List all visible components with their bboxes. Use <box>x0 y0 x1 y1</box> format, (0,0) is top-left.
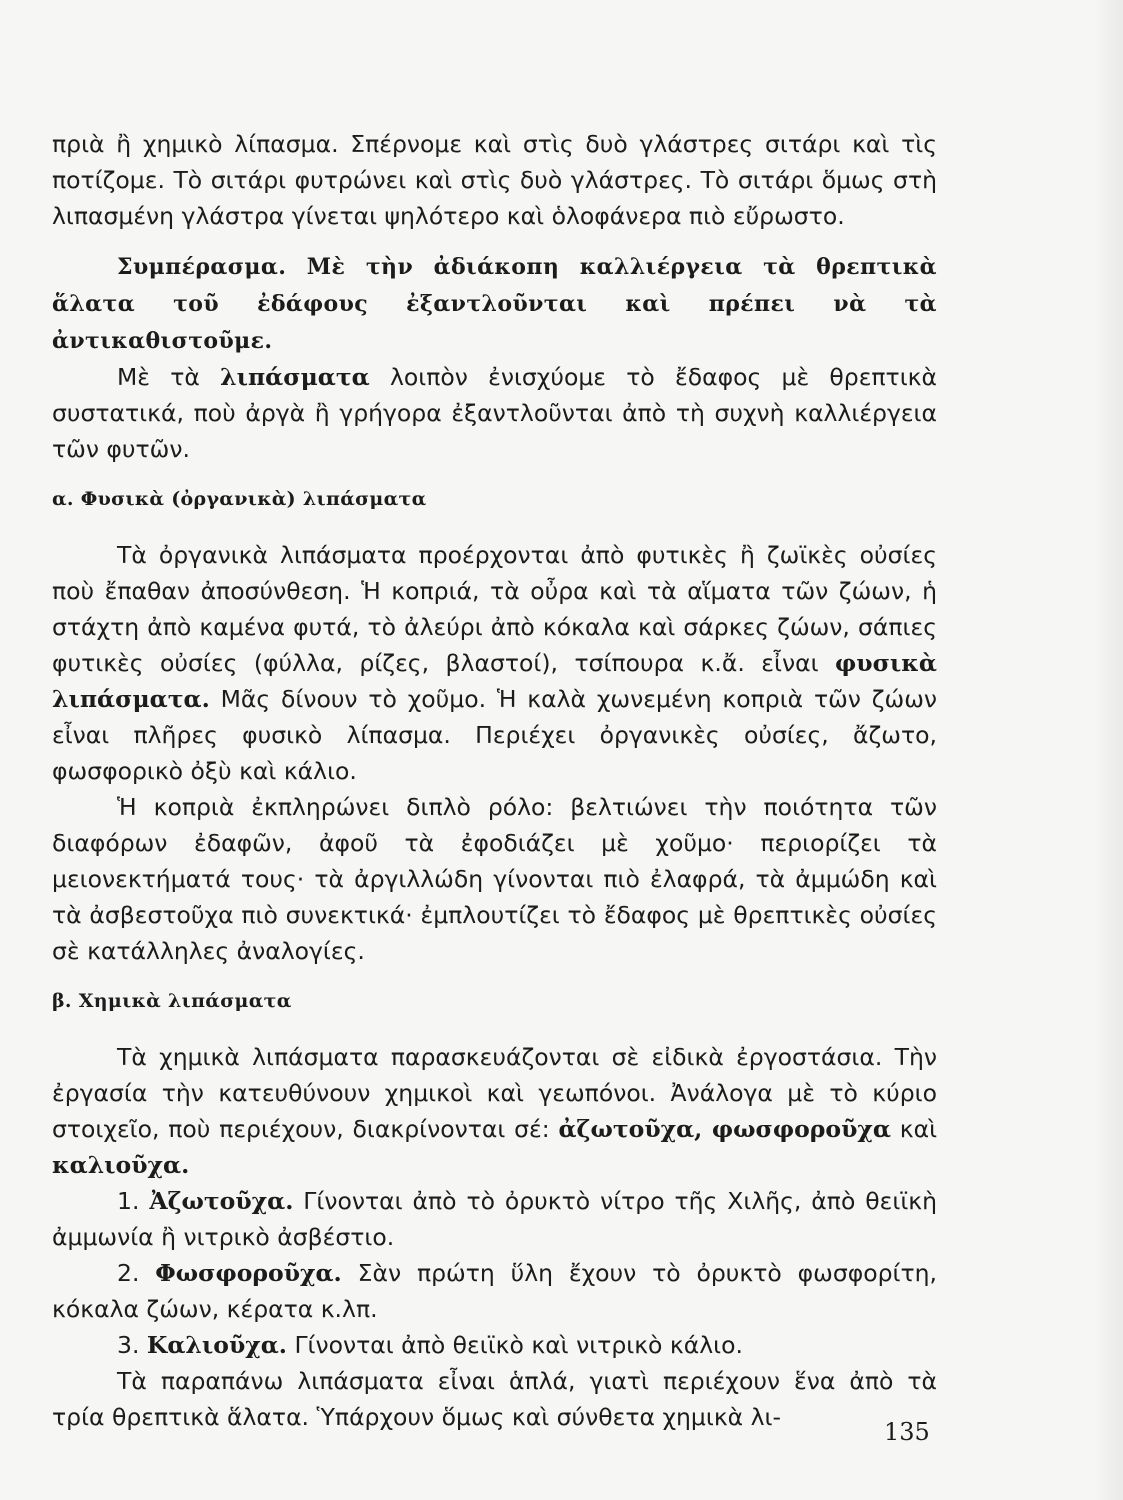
section-b-heading: β. Χημικὰ λιπάσματα <box>52 990 292 1012</box>
fertilizers-bold: λιπάσματα <box>220 363 370 391</box>
item-3-text: Γίνονται ἀπὸ θειϊκὸ καὶ νιτρικὸ κάλιο. <box>286 1331 743 1359</box>
item-2-text: Σὰν πρώτη ὕλη ἔχουν τὸ ὀρυκτὸ φωσφορίτη, κόκαλα ζώων, κέρατα κ.λπ. <box>52 1259 937 1323</box>
item-1-text: Γίνονται ἀπὸ τὸ ὀρυκτὸ νίτρο τῆς Χιλῆς, ἀπὸ θειϊκὴ ἀμμωνία ἢ νιτρικὸ ἀσβέστιο. <box>52 1187 937 1251</box>
item-1-title: Ἀζωτοῦχα. <box>149 1187 294 1215</box>
item-2-title: Φωσφοροῦχα. <box>155 1259 342 1287</box>
list-item-1 <box>52 1183 937 1255</box>
section-b-p1-bold2: καλιοῦχα. <box>52 1151 190 1179</box>
section-a-p1-post: Μᾶς δίνουν τὸ χοῦμο. Ἡ καλὰ χωνεμένη κοπριὰ τῶν ζώων εἶναι πλῆρες φυσικὸ λίπασμα. Περιέχει ὀργανικὲς οὐσίες, ἄζωτο, φωσφορικὸ ὀξὺ καὶ κάλιο. <box>52 685 937 785</box>
final-paragraph: Τὰ παραπάνω λιπάσματα εἶναι ἁπλά, γιατὶ περιέχουν ἕνα ἀπὸ τὰ τρία θρεπτικὰ ἅλατα. Ὑπάρχουν ὅμως καὶ σύνθετα χημικὰ λι- <box>52 1367 937 1431</box>
fertilizers-pre: Μὲ τὰ <box>117 363 221 391</box>
body-text <box>52 126 937 1435</box>
list-item-2 <box>52 1255 937 1327</box>
section-b-p1-bold1: ἀζωτοῦχα, φωσφοροῦχα <box>558 1115 891 1143</box>
conclusion-text: Μὲ τὴν ἀδιάκοπη καλλιέργεια τὰ θρεπτικὰ ἅλατα τοῦ ἐδάφους ἐξαντλοῦνται καὶ πρέπει νὰ τὰ ἀντικαθιστοῦμε. <box>52 254 937 354</box>
section-a-paragraph-2: Ἡ κοπριὰ ἐκπληρώνει διπλὸ ρόλο: βελτιώνει τὴν ποιότητα τῶν διαφόρων ἐδαφῶν, ἀφοῦ τὰ ἐφοδιάζει μὲ χοῦμο· περιορίζει τὰ μειονεκτήματά τους· τὰ ἀργιλλώδη γίνονται πιὸ ἐλαφρά, τὰ ἀμμώδη καὶ τὰ ἀσβεστοῦχα πιὸ συνεκτικά· ἐμπλουτίζει τὸ ἔδαφος μὲ θρεπτικὲς οὐσίες σὲ κατάλληλες ἀναλογίες. <box>52 793 937 965</box>
section-a-p1-pre: Τὰ ὀργανικὰ λιπάσματα προέρχονται ἀπὸ φυτικὲς ἢ ζωϊκὲς οὐσίες ποὺ ἔπαθαν ἀποσύνθεση. Ἡ κοπριά, τὰ οὖρα καὶ τὰ αἵματα τῶν ζώων, ἡ στάχτη ἀπὸ καμένα φυτά, τὸ ἀλεύρι ἀπὸ κόκαλα καὶ σάρκες ζώων, σάπιες φυτικὲς οὐσίες (φύλλα, ρίζες, βλαστοί), τσίπουρα κ.ἄ. εἶναι <box>52 541 937 677</box>
section-b-paragraph-1 <box>52 1039 937 1183</box>
item-3-title: Καλιοῦχα. <box>146 1331 287 1359</box>
section-a-paragraph-1 <box>52 537 937 789</box>
conclusion-label: Συμπέρασμα. <box>117 254 287 280</box>
intro-paragraph <box>52 126 937 234</box>
item-2-number: 2. <box>117 1259 156 1287</box>
list-item-3 <box>52 1327 937 1363</box>
item-3-number: 3. <box>117 1331 147 1359</box>
section-b-p1-pre: Τὰ χημικὰ λιπάσματα παρασκευάζονται σὲ εἰδικὰ ἐργοστάσια. Τὴν ἐργασία τὴν κατευθύνουν χημικοὶ καὶ γεωπόνοι. Ἀνάλογα μὲ τὸ κύριο στοιχεῖο, ποὺ περιέχουν, διακρίνονται σέ: <box>52 1043 937 1143</box>
fertilizers-post: λοιπὸν ἐνισχύομε τὸ ἔδαφος μὲ θρεπτικὰ συστατικά, ποὺ ἀργὰ ἢ γρήγορα ἐξαντλοῦνται ἀπὸ τὴ συχνὴ καλλιέργεια τῶν φυτῶν. <box>52 363 937 463</box>
section-a-p1-bold: φυσικὰ λιπάσματα. <box>52 649 937 713</box>
intro-text: πριὰ ἢ χημικὸ λίπασμα. Σπέρνομε καὶ στὶς δυὸ γλάστρες σιτάρι καὶ τὶς ποτίζομε. Τὸ σιτάρι φυτρώνει καὶ στὶς δυὸ γλάστρες. Τὸ σιτάρι ὅμως στὴ λιπασμένη γλάστρα γίνεται ψηλότερο καὶ ὁλοφάνερα πιὸ εὔρωστο. <box>52 130 937 230</box>
page-edge-shadow <box>1093 0 1123 1500</box>
conclusion-paragraph <box>52 248 937 359</box>
item-1-number: 1. <box>117 1187 150 1215</box>
fertilizers-paragraph <box>52 359 937 467</box>
section-a-heading: α. Φυσικὰ (ὀργανικὰ) λιπάσματα <box>52 488 427 510</box>
page-number: 135 <box>884 1418 930 1446</box>
section-b-p1-mid: καὶ <box>890 1115 938 1143</box>
